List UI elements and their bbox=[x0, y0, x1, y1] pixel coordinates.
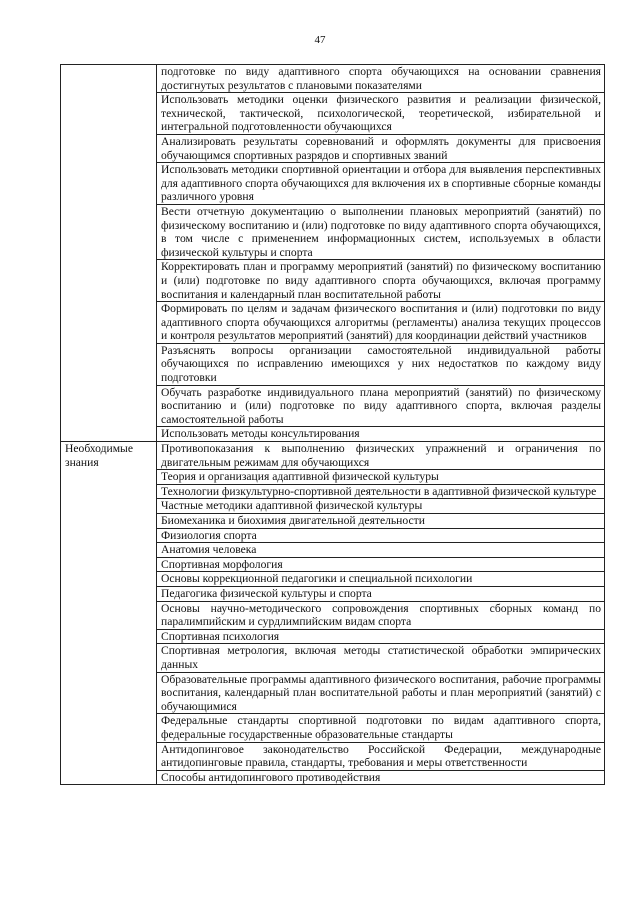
requirements-table-body bbox=[61, 65, 605, 785]
requirement-item: Спортивная метрология, включая методы статистической обработки эмпирических данных bbox=[157, 644, 605, 672]
requirement-item: Использовать методы консультирования bbox=[157, 427, 605, 442]
requirement-item: Образовательные программы адаптивного физического воспитания, рабочие программы воспитания, календарный план воспитательной работы и план мероприятий (занятий) с обучающимися bbox=[157, 672, 605, 714]
requirement-item: Формировать по целям и задачам физического воспитания и (или) подготовки по виду адаптивного спорта обучающихся алгоритмы (регламенты) анализа текущих процессов и контроля результатов мероприятий (занятий) для координации действий участников bbox=[157, 302, 605, 344]
requirement-item: Способы антидопингового противодействия bbox=[157, 770, 605, 785]
requirements-table bbox=[60, 64, 605, 785]
requirement-item: Спортивная психология bbox=[157, 629, 605, 644]
requirement-item: Частные методики адаптивной физической культуры bbox=[157, 499, 605, 514]
requirement-item: Обучать разработке индивидуального плана мероприятий (занятий) по физическому воспитанию и (или) подготовке по виду адаптивного спорта, включая разделы самостоятельной работы bbox=[157, 385, 605, 427]
requirement-item: Антидопинговое законодательство Российской Федерации, международные антидопинговые правила, стандарты, требования и меры ответственности bbox=[157, 742, 605, 770]
requirement-item: Основы научно-методического сопровождения спортивных сборных команд по паралимпийским и сурдлимпийским видам спорта bbox=[157, 601, 605, 629]
requirement-item: Использовать методики спортивной ориентации и отбора для выявления перспективных для адаптивного спорта обучающихся для включения их в спортивные сборные команды различного уровня bbox=[157, 163, 605, 205]
requirement-item: Анатомия человека bbox=[157, 543, 605, 558]
requirement-item: Противопоказания к выполнению физических упражнений и ограничения по двигательным режимам для обучающихся bbox=[157, 442, 605, 470]
requirement-item: Корректировать план и программу мероприятий (занятий) по физическому воспитанию и (или) подготовке по виду адаптивного спорта обучающихся, включая программу воспитания и календарный план воспитательной работы bbox=[157, 260, 605, 302]
requirement-item: Технологии физкультурно-спортивной деятельности в адаптивной физической культуре bbox=[157, 484, 605, 499]
requirement-item: Педагогика физической культуры и спорта bbox=[157, 586, 605, 601]
requirement-item: Федеральные стандарты спортивной подготовки по видам адаптивного спорта, федеральные государственные образовательные стандарты bbox=[157, 714, 605, 742]
section-label-required-knowledge: Необходимые знания bbox=[61, 442, 157, 785]
section-label-continued bbox=[61, 65, 157, 442]
table-row bbox=[61, 442, 605, 470]
requirement-item: Анализировать результаты соревнований и оформлять документы для присвоения обучающимся спортивных разрядов и спортивных званий bbox=[157, 134, 605, 162]
table-row bbox=[61, 65, 605, 93]
requirement-item: Вести отчетную документацию о выполнении плановых мероприятий (занятий) по физическому воспитанию и (или) подготовке по виду адаптивного спорта обучающихся, в том числе с применением информационных систем, используемых в области физической культуры и спорта bbox=[157, 204, 605, 259]
requirement-item: Основы коррекционной педагогики и специальной психологии bbox=[157, 572, 605, 587]
requirement-item: Спортивная морфология bbox=[157, 557, 605, 572]
page-number: 47 bbox=[314, 34, 326, 46]
requirement-item: подготовке по виду адаптивного спорта обучающихся на основании сравнения достигнутых результатов с плановыми показателями bbox=[157, 65, 605, 93]
requirement-item: Теория и организация адаптивной физической культуры bbox=[157, 470, 605, 485]
requirement-item: Использовать методики оценки физического развития и реализации физической, технической, тактической, психологической, теоретической, избирательной и интегральной подготовленности обучающихся bbox=[157, 93, 605, 135]
requirement-item: Биомеханика и биохимия двигательной деятельности bbox=[157, 514, 605, 529]
requirement-item: Разъяснять вопросы организации самостоятельной индивидуальной работы обучающихся по исправлению имеющихся у них недостатков по каждому виду подготовки bbox=[157, 343, 605, 385]
requirement-item: Физиология спорта bbox=[157, 528, 605, 543]
